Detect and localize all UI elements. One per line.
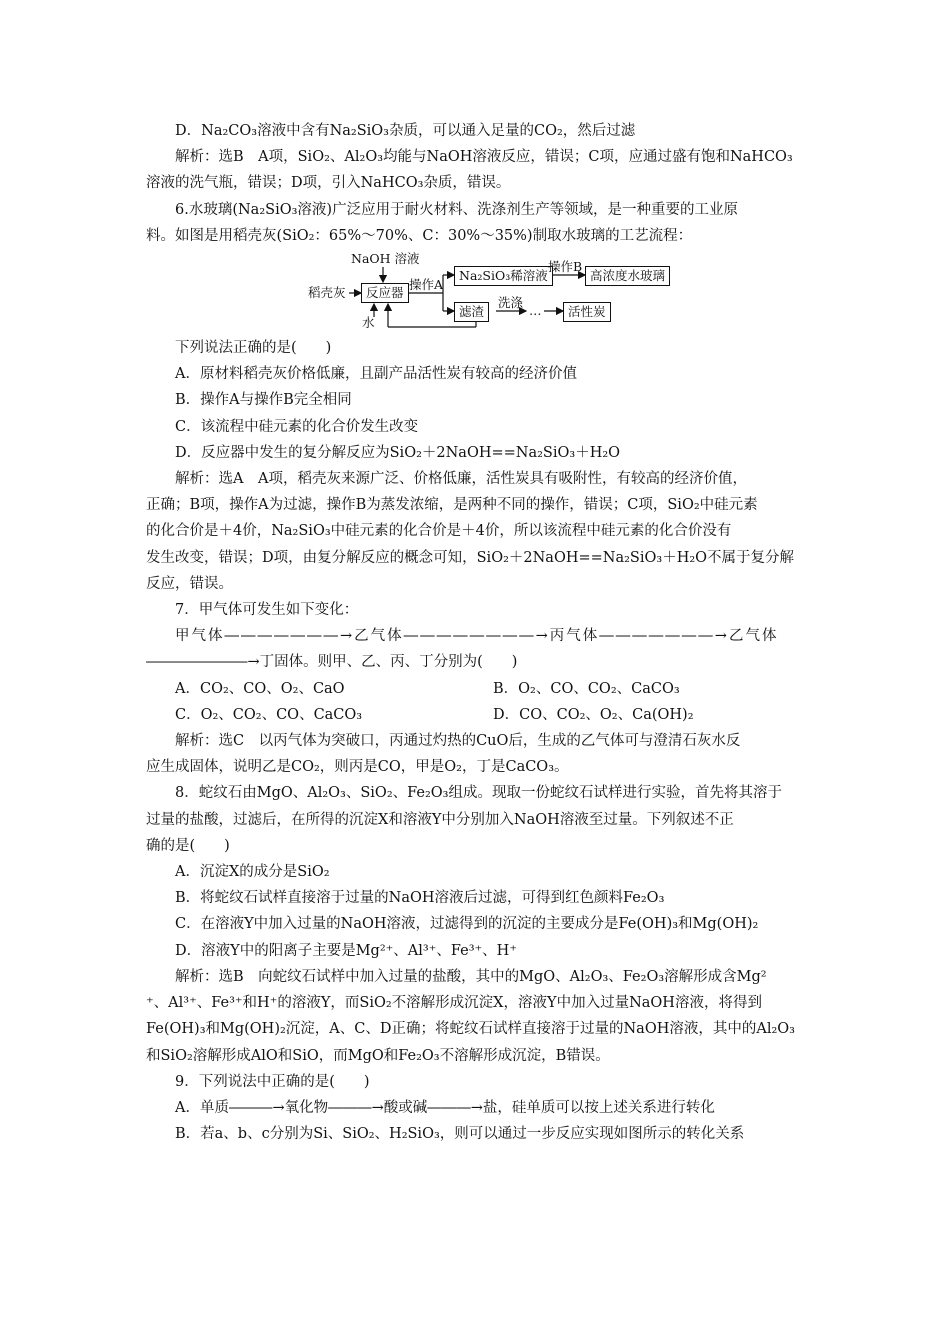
- text-line: 应生成固体，说明乙是CO₂，则丙是CO，甲是O₂，丁是CaCO₃。: [146, 759, 569, 776]
- text-line: ―――――――→丁固体。则甲、乙、丙、丁分别为( ): [146, 654, 518, 671]
- flow-opA-label: 操作A: [409, 277, 444, 293]
- option-row: [146, 702, 811, 728]
- text-line: 8．蛇纹石由MgO、Al₂O₃、SiO₂、Fe₂O₃组成。现取一份蛇纹石试样进行实验，首先将其溶于: [175, 785, 782, 802]
- process-flow-diagram: [146, 251, 811, 331]
- option-item: A．CO₂、CO、O₂、CaO: [175, 680, 345, 697]
- text-line: 料。如图是用稻壳灰(SiO₂：65%～70%、C：30%～35%)制取水玻璃的工艺流程：: [146, 227, 693, 244]
- text-line: 确的是( ): [146, 837, 230, 854]
- text-line: 解析：选B A项，SiO₂、Al₂O₃均能与NaOH溶液反应，错误；C项，应通过盛有饱和NaHCO₃: [175, 149, 793, 166]
- text-line: 溶液的洗气瓶，错误；D项，引入NaHCO₃杂质，错误。: [146, 175, 511, 192]
- option-item: C．O₂、CO₂、CO、CaCO₃: [175, 706, 363, 723]
- text-line: D．反应器中发生的复分解反应为SiO₂＋2NaOH==Na₂SiO₃＋H₂O: [175, 444, 621, 461]
- flow-ash-label: 稻壳灰: [308, 285, 346, 301]
- text-line: D．Na₂CO₃溶液中含有Na₂SiO₃杂质，可以通入足量的CO₂，然后过滤: [175, 123, 636, 139]
- flow-glass-box: 高浓度水玻璃: [585, 266, 670, 286]
- text-line: 7．甲气体可发生如下变化：: [175, 602, 359, 619]
- text-line: D．溶液Y中的阳离子主要是Mg²⁺、Al³⁺、Fe³⁺、H⁺: [175, 942, 517, 959]
- text-line: Fe(OH)₃和Mg(OH)₂沉淀，A、C、D正确；将蛇纹石试样直接溶于过量的NaOH溶液，其中的Al₂O₃: [146, 1021, 795, 1038]
- text-block-bottom: [146, 728, 811, 1147]
- text-line: ⁺、Al³⁺、Fe³⁺和H⁺的溶液Y，而SiO₂不溶解形成沉淀X，溶液Y中加入过量NaOH溶液，将得到: [146, 995, 762, 1012]
- text-line: A．原材料稻壳灰价格低廉，且副产品活性炭有较高的经济价值: [175, 366, 577, 383]
- document-page: [146, 118, 811, 1147]
- text-line: C．该流程中硅元素的化合价发生改变: [175, 418, 419, 435]
- text-line: 下列说法正确的是( ): [175, 340, 332, 357]
- text-line: 9．下列说法中正确的是( ): [175, 1073, 370, 1090]
- flow-dots: …: [529, 303, 542, 319]
- flow-wash-label: 洗涤: [498, 295, 524, 311]
- text-line: B．若a、b、c分别为Si、SiO₂、H₂SiO₃，则可以通过一步反应实现如图所示的转化关系: [175, 1126, 745, 1143]
- flow-water-label: 水: [362, 315, 375, 331]
- flow-naoh-label: NaOH 溶液: [351, 251, 420, 267]
- text-line: 解析：选A A项，稻壳灰来源广泛、价格低廉，活性炭具有吸附性，有较高的经济价值，: [175, 471, 747, 488]
- option-item: B．O₂、CO、CO₂、CaCO₃: [493, 680, 680, 697]
- text-line: A．沉淀X的成分是SiO₂: [175, 864, 330, 881]
- q7-options: [146, 676, 811, 728]
- text-line: 解析：选B 向蛇纹石试样中加入过量的盐酸，其中的MgO、Al₂O₃、Fe₂O₃溶解形成含Mg²: [175, 968, 767, 985]
- text-line: 过量的盐酸，过滤后，在所得的沉淀X和溶液Y中分别加入NaOH溶液至过量。下列叙述不正: [146, 811, 734, 828]
- text-line: B．将蛇纹石试样直接溶于过量的NaOH溶液后过滤，可得到红色颜料Fe₂O₃: [175, 890, 665, 907]
- option-item: D．CO、CO₂、O₂、Ca(OH)₂: [493, 706, 694, 723]
- text-line: B．操作A与操作B完全相同: [175, 392, 352, 409]
- text-line: 的化合价是＋4价，Na₂SiO₃中硅元素的化合价是＋4价，所以该流程中硅元素的化合价没有: [146, 523, 732, 540]
- flow-reactor-box: 反应器: [361, 283, 409, 303]
- text-line: 正确；B项，操作A为过滤，操作B为蒸发浓缩，是两种不同的操作，错误；C项，SiO₂中硅元素: [146, 497, 758, 514]
- text-line: 6.水玻璃(Na₂SiO₃溶液)广泛应用于耐火材料、洗涤剂生产等领域，是一种重要的工业原: [175, 201, 739, 218]
- text-line: 反应，错误。: [146, 575, 233, 592]
- flow-opB-label: 操作B: [548, 259, 583, 275]
- text-line: 解析：选C 以丙气体为突破口，丙通过灼热的CuO后，生成的乙气体可与澄清石灰水反: [175, 733, 741, 750]
- text-line: C．在溶液Y中加入过量的NaOH溶液，过滤得到的沉淀的主要成分是Fe(OH)₃和Mg(OH)₂: [175, 916, 759, 933]
- text-line: A．单质―――→氧化物―――→酸或碱―――→盐，硅单质可以按上述关系进行转化: [175, 1099, 715, 1116]
- text-block-mid: [146, 335, 811, 676]
- flow-dilute-box: Na₂SiO₃稀溶液: [454, 266, 553, 286]
- flow-residue-box: 滤渣: [454, 302, 489, 322]
- flow-carbon-box: 活性炭: [563, 302, 611, 322]
- text-block-top: [146, 118, 811, 249]
- text-line: 和SiO₂溶解形成AlO和SiO，而MgO和Fe₂O₃不溶解形成沉淀，B错误。: [146, 1047, 610, 1064]
- option-row: [146, 676, 811, 702]
- text-line: 发生改变，错误；D项，由复分解反应的概念可知，SiO₂＋2NaOH==Na₂SiO₃＋H₂O不属于复分解: [146, 549, 795, 566]
- text-line: 甲气体―――――――→乙气体――――――――→丙气体―――――――→乙气体: [175, 628, 779, 645]
